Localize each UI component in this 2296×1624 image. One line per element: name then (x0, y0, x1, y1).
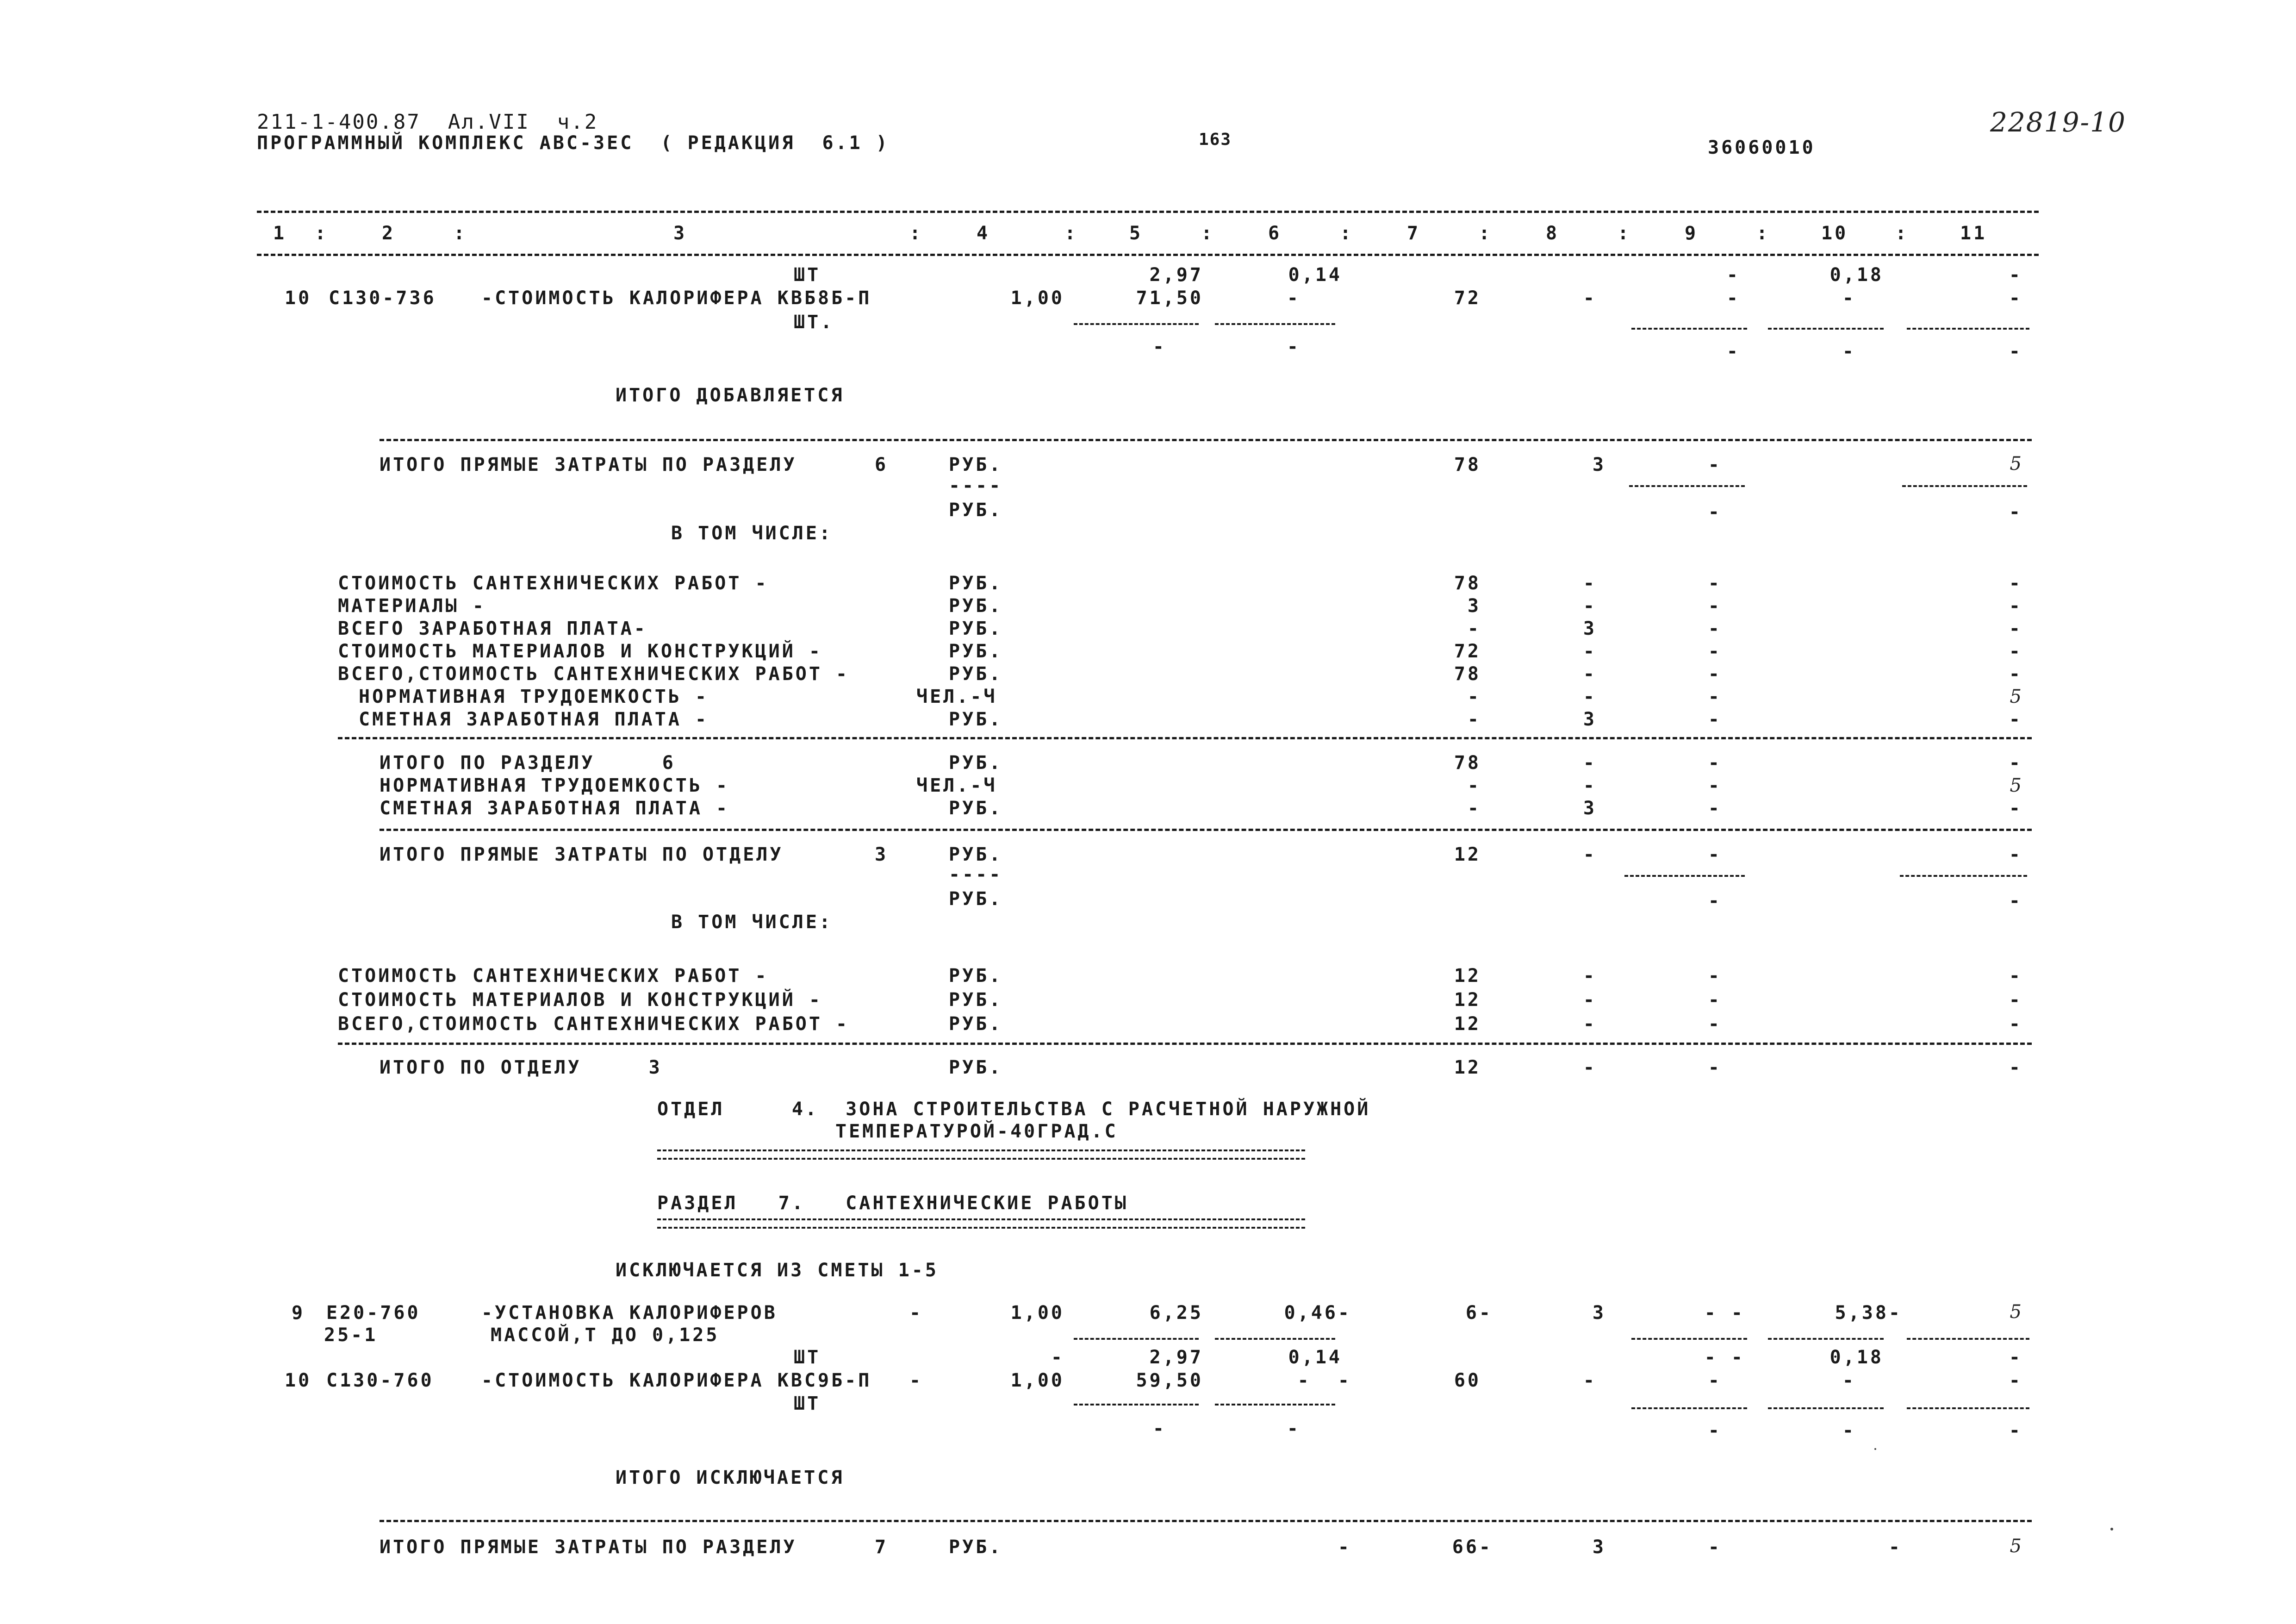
cell-col9: - (1708, 618, 1722, 639)
col-1: 1 (273, 223, 287, 244)
cell-col7: 12 (1454, 1013, 1481, 1035)
unit: ШТ (794, 1393, 821, 1414)
unit: РУБ. (949, 454, 1003, 475)
cell-col8: - (1583, 1057, 1597, 1078)
cell-col4: 1,00 (1010, 1370, 1064, 1391)
cell-col9: - (1708, 1370, 1722, 1391)
cell-col8: - (1583, 1013, 1597, 1035)
col-3: 3 (673, 223, 687, 244)
cell-col8: - (1583, 1370, 1597, 1391)
double-rule (657, 1218, 1305, 1229)
cell-col7: 78 (1454, 663, 1481, 685)
flag: - (1051, 1347, 1064, 1368)
item-name-cont: МАССОЙ,Т ДО 0,125 (491, 1324, 720, 1346)
cell-col7: 72 (1454, 641, 1481, 662)
item-code: С130-736 (329, 287, 436, 309)
cell-col7: 12 (1454, 844, 1481, 865)
cell-col11: - (2009, 965, 2022, 987)
add-total: ИТОГО ДОБАВЛЯЕТСЯ (616, 385, 845, 406)
rule (1631, 328, 1747, 330)
cell-col5: 59,50 (1136, 1370, 1203, 1391)
cell-col11: - (2009, 641, 2022, 662)
rule (338, 1043, 2032, 1045)
cell-col9: - (1708, 890, 1722, 912)
unit: РУБ. (949, 1057, 1003, 1078)
cell-col8: 3 (1583, 618, 1597, 639)
row-label: ВСЕГО ЗАРАБОТНАЯ ПЛАТА- (338, 618, 647, 639)
cell-col9: - (1708, 663, 1722, 685)
unit: РУБ. (949, 618, 1003, 639)
total-number: 6 (875, 454, 889, 475)
item-code: Е20-760 (326, 1302, 421, 1324)
unit: РУБ. (949, 1537, 1003, 1558)
cell-col5: - (1152, 1418, 1166, 1439)
cell-col9: - (1708, 1013, 1722, 1035)
cell-col11: - (2009, 341, 2022, 362)
cell-col7: 6- (1465, 1302, 1493, 1324)
cell-col9: - (1726, 264, 1740, 286)
cell-col7: 78 (1454, 454, 1481, 475)
rule (1215, 323, 1335, 325)
cell-col8: - (1583, 595, 1597, 617)
cell-col11: - (2009, 264, 2022, 286)
row-label: ВСЕГО,СТОИМОСТЬ САНТЕХНИЧЕСКИХ РАБОТ - (338, 1013, 850, 1035)
rule (1902, 485, 2027, 487)
row-label: СТОИМОСТЬ САНТЕХНИЧЕСКИХ РАБОТ - (338, 965, 769, 987)
cell-col8: - (1583, 663, 1597, 685)
cell-col9: - (1726, 341, 1740, 362)
unit: РУБ. (949, 989, 1003, 1011)
row-label: ВСЕГО,СТОИМОСТЬ САНТЕХНИЧЕСКИХ РАБОТ - (338, 663, 850, 685)
cell-col6: - (1287, 336, 1300, 357)
cell-col9: - (1708, 641, 1722, 662)
item-number: 10 (285, 287, 312, 309)
total-number: 7 (875, 1537, 889, 1558)
cell-col6: 0,14 (1288, 264, 1342, 286)
col-sep: : (1895, 223, 1909, 244)
rule-top (257, 211, 2039, 213)
unit: РУБ. (949, 752, 1003, 774)
rule (1629, 485, 1745, 487)
flag: - (909, 1302, 923, 1324)
cell-col7: 72 (1454, 287, 1481, 309)
cell-col10: - (1842, 1420, 1856, 1441)
rule (1768, 1407, 1884, 1409)
item-number: 9 (292, 1302, 305, 1324)
item-code: С130-760 (326, 1370, 434, 1391)
rule (1631, 1407, 1747, 1409)
cell-col11: - (2009, 844, 2022, 865)
cell-col9: - (1708, 1057, 1722, 1078)
cell-col9: - (1708, 686, 1722, 707)
col-11: 11 (1960, 223, 1987, 244)
sub-dashes: ---- (949, 864, 1003, 885)
col-sep: : (1064, 223, 1078, 244)
cell-col7: 12 (1454, 989, 1481, 1011)
cell-col8: - (1583, 844, 1597, 865)
cell-col11: - (2009, 709, 2022, 730)
unit: РУБ. (949, 844, 1003, 865)
total-label: ИТОГО ПРЯМЫЕ ЗАТРАТЫ ПО РАЗДЕЛУ (380, 454, 797, 475)
scan-speck (1874, 1448, 1876, 1450)
cell-col11: 5 (2010, 1536, 2022, 1557)
cell-col9: - (1708, 709, 1722, 730)
rule (1631, 1338, 1747, 1340)
rule (338, 737, 2032, 739)
cell-col7: 66- (1452, 1537, 1493, 1558)
cell-col8: 3 (1592, 1302, 1606, 1324)
rule (1768, 328, 1884, 330)
cell-col7: - (1467, 686, 1481, 707)
cell-col11: - (2009, 1013, 2022, 1035)
col-sep: : (315, 223, 329, 244)
cell-col6: - - (1297, 1370, 1351, 1391)
cell-col11: - (2009, 798, 2022, 819)
cell-col5: - (1152, 336, 1166, 357)
cell-col9: - (1708, 752, 1722, 774)
col-sep: : (1201, 223, 1215, 244)
cell-col10: - (1842, 287, 1856, 309)
cell-col4: 1,00 (1010, 1302, 1064, 1324)
cell-col11: - (2009, 287, 2022, 309)
cell-col11: - (2009, 1370, 2022, 1391)
cell-col11: - (2009, 890, 2022, 912)
rule (1907, 1407, 2029, 1409)
section-heading: РАЗДЕЛ 7. САНТЕХНИЧЕСКИЕ РАБОТЫ (657, 1193, 1128, 1214)
col-sep: : (909, 223, 923, 244)
cell-col10: 0,18 (1829, 1347, 1884, 1368)
cell-col9: - - (1704, 1347, 1745, 1368)
rule (1074, 1404, 1199, 1405)
cell-col6: 0,46- (1284, 1302, 1351, 1324)
cell-col11: 5 (2010, 1301, 2022, 1323)
row-label: МАТЕРИАЛЫ - (338, 595, 486, 617)
cell-col9: - (1708, 1420, 1722, 1441)
col-sep: : (1756, 223, 1770, 244)
cell-col11: 5 (2010, 775, 2022, 796)
cell-col5: 71,50 (1136, 287, 1203, 309)
unit: ШТ. (794, 312, 834, 333)
cell-col10: 5,38- (1835, 1302, 1902, 1324)
row-label: СМЕТНАЯ ЗАРАБОТНАЯ ПЛАТА - (359, 709, 709, 730)
scan-speck (2110, 1528, 2113, 1530)
cell-col11: 5 (2010, 686, 2022, 707)
cell-col7: - (1467, 618, 1481, 639)
program-title: ПРОГРАММНЫЙ КОМПЛЕКС АВС-3ЕС ( РЕДАКЦИЯ 6.1 ) (257, 132, 890, 154)
cell-col11: - (2009, 1420, 2022, 1441)
cell-col9: - (1708, 573, 1722, 594)
col-6: 6 (1268, 223, 1282, 244)
cell-col9: - (1708, 798, 1722, 819)
row-label: СМЕТНАЯ ЗАРАБОТНАЯ ПЛАТА - (380, 798, 730, 819)
unit: ЧЕЛ.-Ч (916, 686, 997, 707)
rule-header-bottom (257, 254, 2039, 256)
cell-col8: - (1583, 752, 1597, 774)
cell-col8: - (1583, 989, 1597, 1011)
rule (1074, 1338, 1199, 1340)
cell-col9: - (1708, 595, 1722, 617)
cell-col7: 60 (1454, 1370, 1481, 1391)
cell-col9: - (1708, 501, 1722, 523)
cell-col8: - (1583, 965, 1597, 987)
cell-col11: - (2009, 1057, 2022, 1078)
item-name: -СТОИМОСТЬ КАЛОРИФЕРА КВС9Б-П (481, 1370, 872, 1391)
row-label: СТОИМОСТЬ МАТЕРИАЛОВ И КОНСТРУКЦИЙ - (338, 989, 822, 1011)
col-4: 4 (977, 223, 990, 244)
row-label: НОРМАТИВНАЯ ТРУДОЕМКОСТЬ - (359, 686, 709, 707)
rule (1215, 1404, 1335, 1405)
cell-col8: - (1583, 775, 1597, 796)
cell-col6: - (1287, 1418, 1300, 1439)
cell-col8: 3 (1592, 1537, 1606, 1558)
cell-col4: 1,00 (1010, 287, 1064, 309)
cell-col11: - (2009, 573, 2022, 594)
row-label: ИТОГО ПО РАЗДЕЛУ 6 (380, 752, 676, 774)
col-8: 8 (1546, 223, 1560, 244)
rule (1907, 1338, 2029, 1340)
unit: РУБ. (949, 663, 1003, 685)
unit: РУБ. (949, 641, 1003, 662)
unit: РУБ. (949, 709, 1003, 730)
col-sep: : (1340, 223, 1354, 244)
cell-col7: 12 (1454, 965, 1481, 987)
cell-col11: - (2009, 501, 2022, 523)
cell-col7: - (1467, 798, 1481, 819)
col-sep: : (1479, 223, 1493, 244)
cell-col9: - (1708, 989, 1722, 1011)
cell-col11: 5 (2010, 453, 2022, 475)
cell-col9: - (1708, 775, 1722, 796)
cell-col7: 78 (1454, 573, 1481, 594)
unit: РУБ. (949, 798, 1003, 819)
unit: РУБ. (949, 1013, 1003, 1035)
cell-col10: - (1842, 341, 1856, 362)
unit: РУБ. (949, 965, 1003, 987)
cell-col9: - - (1704, 1302, 1745, 1324)
flag: - (909, 1370, 923, 1391)
unit: ЧЕЛ.-Ч (916, 775, 997, 796)
cell-col8: - (1583, 686, 1597, 707)
cell-col7: - (1467, 775, 1481, 796)
cell-col8: - (1583, 573, 1597, 594)
item-code-cont: 25-1 (324, 1324, 378, 1346)
rule (1900, 875, 2027, 877)
cell-col10: - (1888, 1537, 1902, 1558)
cell-col7: 3 (1467, 595, 1481, 617)
unit: РУБ. (949, 888, 1003, 910)
unit: РУБ. (949, 500, 1003, 521)
code-number: 36060010 (1708, 137, 1816, 158)
cell-col6: - (1338, 1537, 1351, 1558)
rule (1074, 323, 1199, 325)
cell-col6: - (1287, 287, 1300, 309)
cell-col7: 12 (1454, 1057, 1481, 1078)
row-label: СТОИМОСТЬ МАТЕРИАЛОВ И КОНСТРУКЦИЙ - (338, 641, 822, 662)
cell-col11: - (2009, 752, 2022, 774)
col-sep: : (454, 223, 467, 244)
unit: РУБ. (949, 573, 1003, 594)
doc-code: 211-1-400.87 Ал.VII ч.2 (257, 110, 598, 134)
cell-col9: - (1708, 1537, 1722, 1558)
item-number: 10 (285, 1370, 312, 1391)
cell-col5: 2,97 (1149, 1347, 1203, 1368)
handwritten-stamp: 22819-10 (1990, 106, 2126, 138)
cell-col11: - (2009, 989, 2022, 1011)
excluded-heading: ИСКЛЮЧАЕТСЯ ИЗ СМЕТЫ 1-5 (616, 1260, 939, 1281)
cell-col11: - (2009, 618, 2022, 639)
cell-col11: - (2009, 663, 2022, 685)
total-number: 3 (875, 844, 889, 865)
excluded-total: ИТОГО ИСКЛЮЧАЕТСЯ (616, 1467, 845, 1488)
total-label: ИТОГО ПО ОТДЕЛУ 3 (380, 1057, 662, 1078)
item-name: -УСТАНОВКА КАЛОРИФЕРОВ (481, 1302, 778, 1324)
cell-col9: - (1708, 965, 1722, 987)
unit: РУБ. (949, 595, 1003, 617)
rule (1215, 1338, 1335, 1340)
cell-col9: - (1708, 844, 1722, 865)
unit: ШТ (794, 1347, 821, 1368)
cell-col10: 0,18 (1829, 264, 1884, 286)
cell-col9: - (1726, 287, 1740, 309)
total-label: ИТОГО ПРЯМЫЕ ЗАТРАТЫ ПО ОТДЕЛУ (380, 844, 784, 865)
rule (380, 1520, 2032, 1522)
cell-col7: - (1467, 709, 1481, 730)
double-rule (657, 1149, 1305, 1160)
rule (1907, 328, 2029, 330)
row-label: СТОИМОСТЬ САНТЕХНИЧЕСКИХ РАБОТ - (338, 573, 769, 594)
col-2: 2 (382, 223, 396, 244)
item-name: -СТОИМОСТЬ КАЛОРИФЕРА КВБ8Б-П (481, 287, 872, 309)
cell-col8: - (1583, 641, 1597, 662)
rule (380, 829, 2032, 831)
cell-col6: 0,14 (1288, 1347, 1342, 1368)
cell-col10: - (1842, 1370, 1856, 1391)
cell-col8: 3 (1583, 798, 1597, 819)
cell-col5: 2,97 (1149, 264, 1203, 286)
col-10: 10 (1821, 223, 1848, 244)
sub-dashes: ---- (949, 475, 1003, 496)
cell-col8: 3 (1583, 709, 1597, 730)
cell-col11: - (2009, 595, 2022, 617)
col-sep: : (1618, 223, 1631, 244)
page-number: 163 (1199, 130, 1232, 149)
row-label: НОРМАТИВНАЯ ТРУДОЕМКОСТЬ - (380, 775, 730, 796)
total-label: ИТОГО ПРЯМЫЕ ЗАТРАТЫ ПО РАЗДЕЛУ (380, 1537, 797, 1558)
rule (1624, 875, 1745, 877)
col-9: 9 (1685, 223, 1699, 244)
col-7: 7 (1407, 223, 1421, 244)
cell-col7: 78 (1454, 752, 1481, 774)
rule (1768, 1338, 1884, 1340)
col-5: 5 (1129, 223, 1143, 244)
including-heading: В ТОМ ЧИСЛЕ: (671, 912, 833, 933)
cell-col11: - (2009, 1347, 2022, 1368)
department-heading-cont: ТЕМПЕРАТУРОЙ-40ГРАД.С (835, 1121, 1118, 1142)
department-heading: ОТДЕЛ 4. ЗОНА СТРОИТЕЛЬСТВА С РАСЧЕТНОЙ НАРУЖНОЙ (657, 1099, 1371, 1120)
rule (380, 439, 2032, 441)
cell-col5: 6,25 (1149, 1302, 1203, 1324)
cell-col9: - (1708, 454, 1722, 475)
cell-col8: - (1583, 287, 1597, 309)
unit: ШТ (794, 264, 821, 286)
including-heading: В ТОМ ЧИСЛЕ: (671, 523, 833, 544)
cell-col8: 3 (1592, 454, 1606, 475)
